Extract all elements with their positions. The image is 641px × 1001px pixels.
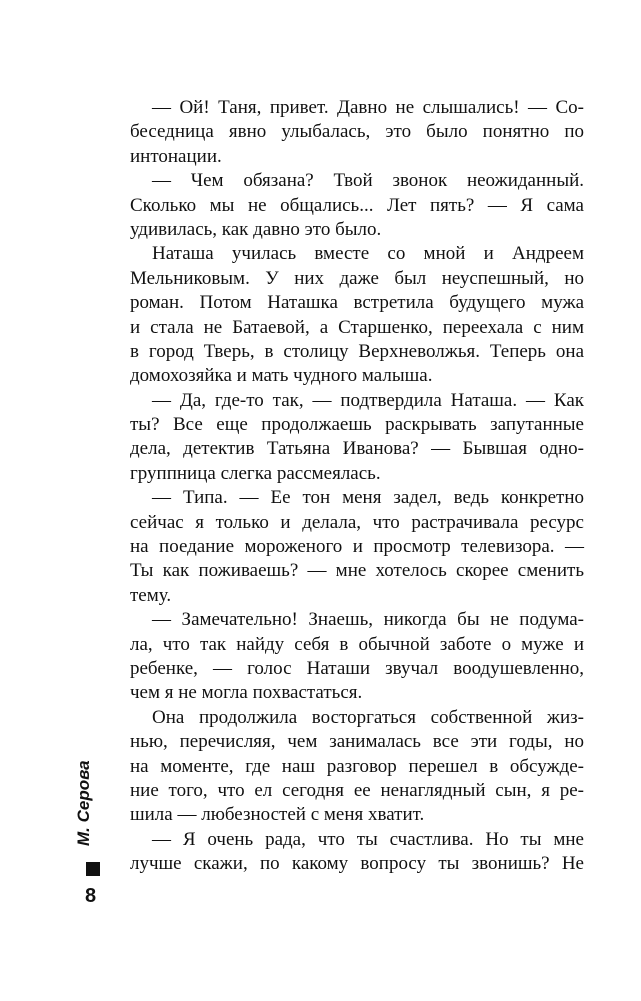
text-line: лучше скажи, по какому вопросу ты звонишь? Не [130,853,584,875]
text-line: Мельниковым. У них даже был неуспешный, но [130,267,584,289]
paragraph [130,169,584,242]
text-line: домохозяйка и мать чудного малыша. [130,365,433,387]
running-head-author: М. Серова [74,760,93,846]
page-body-text [130,96,584,877]
text-line: роман. Потом Наташка встретила будущего мужа [130,292,584,314]
text-line: дела, детектив Татьяна Иванова? — Бывшая одно- [130,438,584,460]
text-line: группница слегка рассмеялась. [130,462,381,484]
text-line: Она продолжила восторгаться собственной жиз- [152,706,584,728]
text-line: нью, перечисляя, чем занималась все эти годы, но [130,731,584,753]
text-line: Ты как поживаешь? — мне хотелось скорее сменить [130,560,584,582]
text-line: интонации. [130,145,222,167]
text-line: ние того, что ел сегодня ее ненаглядный сын, я ре- [130,779,584,801]
text-line: — Замечательно! Знаешь, никогда бы не подума- [152,609,584,631]
text-line: — Чем обязана? Твой звонок неожиданный. [152,170,584,192]
text-line: беседница явно улыбалась, это было понятно по [130,121,584,143]
text-line: тему. [130,584,172,606]
page-number: 8 [85,885,97,907]
paragraph [130,608,584,706]
text-line: и стала не Батаевой, а Старшенко, переехала с ним [130,316,584,338]
text-line: в город Тверь, в столицу Верхневолжья. Теперь она [130,340,584,362]
paragraph [130,242,584,388]
text-line: Наташа училась вместе со мной и Андреем [152,243,584,265]
paragraph [130,706,584,828]
paragraph [130,96,584,169]
text-line: чем я не могла похвастаться. [130,682,363,704]
text-line: — Типа. — Ее тон меня задел, ведь конкретно [152,487,584,509]
text-line: шила — любезностей с меня хватит. [130,804,425,826]
text-line: ты? Все еще продолжаешь раскрывать запутанные [130,414,584,436]
paragraph [130,389,584,487]
text-line: — Ой! Таня, привет. Давно не слышались! — Со- [152,97,584,118]
paragraph [130,828,584,877]
text-line: ребенке, — голос Наташи звучал воодушевленно, [130,657,584,679]
text-line: на поедание мороженого и просмотр телевизора. — [130,536,584,558]
text-line: удивилась, как давно это было. [130,218,382,240]
text-line: ла, что так найду себя в обычной заботе о муже и [130,633,584,655]
page-marker-square [86,862,100,876]
text-line: на моменте, где наш разговор перешел в обсужде- [130,755,584,777]
text-line: — Да, где-то так, — подтвердила Наташа. — Как [152,389,584,411]
paragraph [130,486,584,608]
text-line: Сколько мы не общались... Лет пять? — Я сама [130,194,584,216]
text-line: сейчас я только и делала, что растрачивала ресурс [130,511,584,533]
text-line: — Я очень рада, что ты счастлива. Но ты мне [152,828,584,850]
